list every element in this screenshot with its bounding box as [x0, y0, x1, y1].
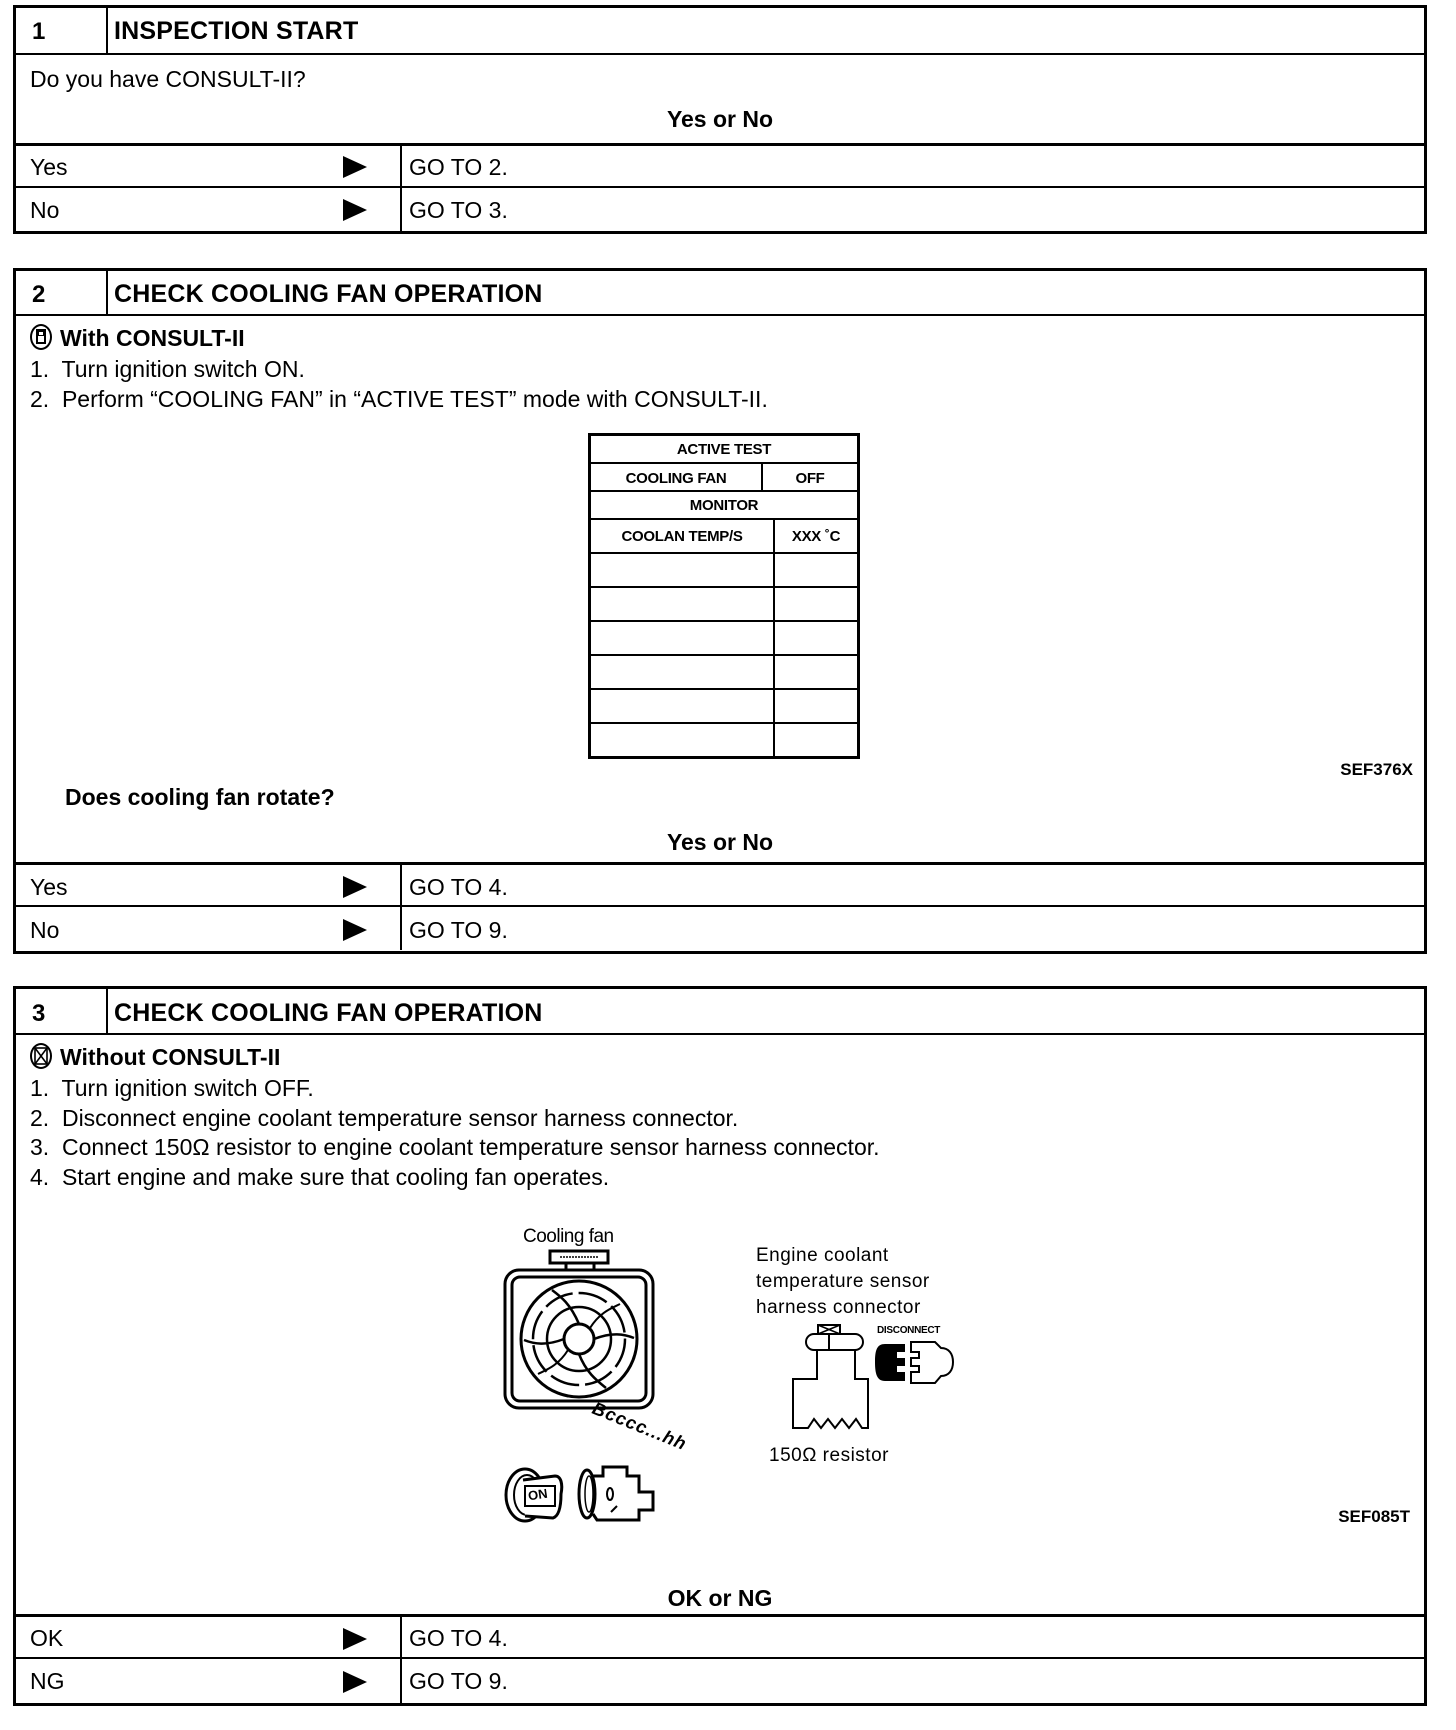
goto-link[interactable]: GO TO 4. — [409, 874, 508, 900]
arrow-right-icon — [343, 876, 367, 898]
divider — [106, 989, 108, 1033]
sensor-label-line: harness connector — [756, 1297, 921, 1318]
answer-prompt: Yes or No — [666, 106, 774, 132]
step-number: 2 — [32, 281, 46, 308]
answer-label: No — [30, 197, 60, 223]
question-text: Does cooling fan rotate? — [65, 784, 335, 810]
answer-label: Yes — [30, 154, 68, 180]
disconnect-connector-icon — [875, 1340, 955, 1385]
divider — [16, 1033, 1424, 1035]
engine-icon — [577, 1462, 657, 1524]
cooling-fan-icon — [500, 1248, 660, 1413]
harness-connector-resistor-diagram — [790, 1323, 880, 1435]
divider — [16, 1657, 1424, 1659]
step-number: 3 — [32, 1000, 46, 1027]
mode-heading — [30, 1043, 280, 1071]
goto-link[interactable]: GO TO 3. — [409, 197, 508, 223]
divider — [13, 905, 1427, 907]
step-title: CHECK COOLING FAN OPERATION — [114, 280, 543, 308]
figure-code: SEF085T — [1338, 1507, 1410, 1526]
divider — [106, 8, 108, 53]
monitor-title: MONITOR — [689, 497, 759, 514]
goto-link[interactable]: GO TO 9. — [409, 917, 508, 943]
resistor-label: 150Ω resistor — [769, 1445, 889, 1466]
arrow-right-icon — [343, 919, 367, 941]
goto-link[interactable]: GO TO 4. — [409, 1625, 508, 1651]
step-instruction: 1. Turn ignition switch ON. — [30, 356, 305, 382]
cooling-fan-label: Cooling fan — [523, 1226, 614, 1247]
goto-link[interactable]: GO TO 9. — [409, 1668, 508, 1694]
figure-code: SEF376X — [1340, 760, 1413, 779]
step-3-box — [13, 986, 1427, 1706]
step-title: INSPECTION START — [114, 17, 359, 45]
sensor-label-line: Engine coolant — [756, 1245, 889, 1266]
step-number: 1 — [32, 18, 46, 45]
answer-label: NG — [30, 1668, 65, 1694]
goto-link[interactable]: GO TO 2. — [409, 154, 508, 180]
disconnect-label: DISCONNECT — [877, 1325, 941, 1336]
step-instruction: 2. Disconnect engine coolant temperature sensor harness connector. — [30, 1105, 739, 1131]
mode-label: With CONSULT-II — [60, 325, 245, 351]
arrow-right-icon — [343, 156, 367, 178]
key-on-label: ON — [527, 1485, 549, 1504]
answer-prompt: Yes or No — [666, 829, 774, 855]
sensor-label-line: temperature sensor — [756, 1271, 930, 1292]
arrow-right-icon — [343, 1671, 367, 1693]
arrow-right-icon — [343, 1628, 367, 1650]
answer-label: OK — [30, 1625, 64, 1651]
answer-label: No — [30, 917, 60, 943]
answer-prompt: OK or NG — [667, 1585, 773, 1611]
divider — [16, 186, 1424, 188]
arrow-right-icon — [343, 199, 367, 221]
without-consult-ii-icon — [30, 1043, 52, 1069]
step-instruction: 3. Connect 150Ω resistor to engine coolant temperature sensor harness connector. — [30, 1134, 880, 1160]
step-2-lower — [13, 268, 1427, 958]
fan-noise-text: Bcccc...hh — [589, 1398, 690, 1455]
step-1-box — [13, 5, 1427, 234]
active-test-title: ACTIVE TEST — [676, 441, 772, 458]
answer-label: Yes — [30, 874, 68, 900]
step-instruction: 2. Perform “COOLING FAN” in “ACTIVE TEST” mode with CONSULT-II. — [30, 386, 768, 412]
step-instruction: 1. Turn ignition switch OFF. — [30, 1075, 314, 1101]
mode-label: Without CONSULT-II — [60, 1044, 281, 1070]
divider — [16, 1614, 1424, 1617]
coolant-temp-label: COOLAN TEMP/S — [621, 528, 743, 545]
cooling-fan-label: COOLING FAN — [625, 470, 727, 487]
divider — [16, 53, 1424, 55]
divider — [13, 862, 1427, 865]
divider — [16, 143, 1424, 146]
question-text: Do you have CONSULT-II? — [30, 66, 306, 92]
coolant-temp-value: XXX ˚C — [791, 528, 841, 545]
cooling-fan-value: OFF — [795, 470, 825, 487]
step-title: CHECK COOLING FAN OPERATION — [114, 999, 543, 1027]
step-instruction: 4. Start engine and make sure that cooling fan operates. — [30, 1164, 610, 1190]
